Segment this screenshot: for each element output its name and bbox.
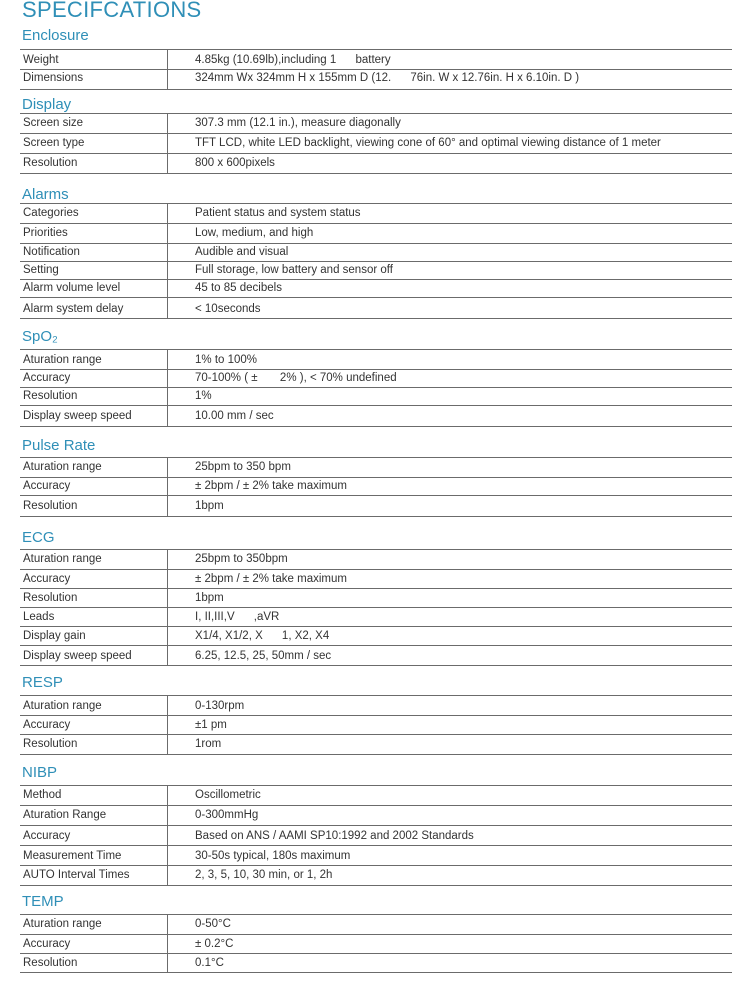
spec-value: 25bpm to 350 bpm bbox=[195, 461, 291, 473]
column-divider bbox=[167, 914, 168, 972]
table-rule bbox=[20, 569, 732, 570]
spec-value: 0-300mmHg bbox=[195, 809, 259, 821]
spec-value: Based on ANS / AAMI SP10:1992 and 2002 Standards bbox=[195, 830, 474, 842]
spec-label: Resolution bbox=[23, 500, 78, 512]
table-rule bbox=[20, 387, 732, 388]
spec-value: 6.25, 12.5, 25, 50mm / sec bbox=[195, 650, 332, 662]
spec-label: Aturation Range bbox=[23, 809, 107, 821]
spec-label: Alarm system delay bbox=[23, 303, 124, 315]
spec-value: Patient status and system status bbox=[195, 207, 361, 219]
spec-label: AUTO Interval Times bbox=[23, 869, 130, 881]
spec-value: 70-100% ( ± 2% ), < 70% undefined bbox=[195, 372, 397, 384]
spec-label: Resolution bbox=[23, 157, 78, 169]
spec-label: Resolution bbox=[23, 592, 78, 604]
spec-value: Low, medium, and high bbox=[195, 227, 314, 239]
spec-value: ± 2bpm / ± 2% take maximum bbox=[195, 573, 347, 585]
table-rule bbox=[20, 133, 732, 134]
spec-value: Full storage, low battery and sensor off bbox=[195, 264, 393, 276]
table-rule bbox=[20, 203, 732, 204]
spec-label: Accuracy bbox=[23, 830, 71, 842]
spec-label: Aturation range bbox=[23, 354, 102, 366]
table-rule bbox=[20, 549, 732, 550]
spec-value: 1% bbox=[195, 390, 212, 402]
section-heading: Enclosure bbox=[22, 27, 89, 44]
table-rule bbox=[20, 805, 732, 806]
spec-value: 307.3 mm (12.1 in.), measure diagonally bbox=[195, 117, 401, 129]
column-divider bbox=[167, 785, 168, 885]
spec-value: I, II,III,V ,aVR bbox=[195, 611, 280, 623]
spec-value: Oscillometric bbox=[195, 789, 261, 801]
spec-label: Categories bbox=[23, 207, 79, 219]
spec-label: Display sweep speed bbox=[23, 410, 132, 422]
spec-value: 324mm Wx 324mm H x 155mm D (12. 76in. W x 12.76in. H x 6.10in. D ) bbox=[195, 72, 580, 84]
table-rule bbox=[20, 934, 732, 935]
spec-value: ± 2bpm / ± 2% take maximum bbox=[195, 480, 347, 492]
section-heading: TEMP bbox=[22, 893, 64, 910]
spec-label: Aturation range bbox=[23, 700, 102, 712]
spec-label: Display gain bbox=[23, 630, 86, 642]
table-rule bbox=[20, 588, 732, 589]
column-divider bbox=[167, 457, 168, 516]
section-heading: RESP bbox=[22, 674, 63, 691]
spec-value: 1bpm bbox=[195, 500, 224, 512]
table-rule bbox=[20, 173, 732, 174]
spec-value: X1/4, X1/2, X 1, X2, X4 bbox=[195, 630, 330, 642]
table-rule bbox=[20, 607, 732, 608]
section-heading: Display bbox=[22, 96, 72, 113]
section-heading: Alarms bbox=[22, 186, 69, 203]
spec-value: 0-50°C bbox=[195, 918, 231, 930]
table-rule bbox=[20, 665, 732, 666]
column-divider bbox=[167, 203, 168, 318]
spec-value: TFT LCD, white LED backlight, viewing cone of 60° and optimal viewing distance of 1 meter bbox=[195, 137, 661, 149]
table-rule bbox=[20, 349, 732, 350]
section-heading: ECG bbox=[22, 529, 55, 546]
spec-label: Accuracy bbox=[23, 719, 71, 731]
column-divider bbox=[167, 695, 168, 754]
table-rule bbox=[20, 785, 732, 786]
table-rule bbox=[20, 626, 732, 627]
spec-value: 1rom bbox=[195, 738, 222, 750]
spec-value: ± 0.2°C bbox=[195, 938, 234, 950]
table-rule bbox=[20, 645, 732, 646]
section-heading: SpO₂ bbox=[22, 328, 58, 345]
table-rule bbox=[20, 865, 732, 866]
table-rule bbox=[20, 426, 732, 427]
spec-label: Screen size bbox=[23, 117, 84, 129]
spec-value: 25bpm to 350bpm bbox=[195, 553, 288, 565]
spec-value: 1bpm bbox=[195, 592, 224, 604]
table-rule bbox=[20, 89, 732, 90]
spec-value: 4.85kg (10.69lb),including 1 battery bbox=[195, 54, 391, 66]
spec-label: Notification bbox=[23, 246, 80, 258]
spec-value: 0-130rpm bbox=[195, 700, 245, 712]
table-rule bbox=[20, 695, 732, 696]
spec-label: Method bbox=[23, 789, 62, 801]
table-rule bbox=[20, 754, 732, 755]
table-rule bbox=[20, 261, 732, 262]
table-rule bbox=[20, 885, 732, 886]
table-rule bbox=[20, 153, 732, 154]
table-rule bbox=[20, 972, 732, 973]
spec-value: < 10seconds bbox=[195, 303, 261, 315]
spec-value: Audible and visual bbox=[195, 246, 289, 258]
table-rule bbox=[20, 405, 732, 406]
table-rule bbox=[20, 477, 732, 478]
table-rule bbox=[20, 318, 732, 319]
column-divider bbox=[167, 49, 168, 89]
table-rule bbox=[20, 69, 732, 70]
spec-label: Accuracy bbox=[23, 938, 71, 950]
spec-value: 10.00 mm / sec bbox=[195, 410, 274, 422]
spec-label: Setting bbox=[23, 264, 59, 276]
table-rule bbox=[20, 243, 732, 244]
spec-value: 800 x 600pixels bbox=[195, 157, 275, 169]
spec-label: Accuracy bbox=[23, 372, 71, 384]
table-rule bbox=[20, 734, 732, 735]
spec-value: 30-50s typical, 180s maximum bbox=[195, 850, 351, 862]
table-rule bbox=[20, 49, 732, 50]
spec-value: 0.1°C bbox=[195, 957, 224, 969]
table-rule bbox=[20, 825, 732, 826]
section-heading: NIBP bbox=[22, 764, 58, 781]
spec-value: 2, 3, 5, 10, 30 min, or 1, 2h bbox=[195, 869, 333, 881]
spec-label: Accuracy bbox=[23, 573, 71, 585]
page-title: SPECIFCATIONS bbox=[22, 0, 202, 22]
spec-label: Measurement Time bbox=[23, 850, 122, 862]
spec-label: Resolution bbox=[23, 957, 78, 969]
table-rule bbox=[20, 369, 732, 370]
spec-label: Screen type bbox=[23, 137, 85, 149]
table-rule bbox=[20, 495, 732, 496]
table-rule bbox=[20, 297, 732, 298]
table-rule bbox=[20, 113, 732, 114]
table-rule bbox=[20, 914, 732, 915]
spec-value: 1% to 100% bbox=[195, 354, 258, 366]
spec-label: Leads bbox=[23, 611, 55, 623]
spec-label: Resolution bbox=[23, 390, 78, 402]
spec-label: Dimensions bbox=[23, 72, 84, 84]
column-divider bbox=[167, 549, 168, 665]
spec-label: Display sweep speed bbox=[23, 650, 132, 662]
spec-label: Resolution bbox=[23, 738, 78, 750]
table-rule bbox=[20, 223, 732, 224]
spec-label: Aturation range bbox=[23, 461, 102, 473]
table-rule bbox=[20, 457, 732, 458]
spec-value: 45 to 85 decibels bbox=[195, 282, 282, 294]
table-rule bbox=[20, 516, 732, 517]
spec-label: Weight bbox=[23, 54, 59, 66]
spec-label: Accuracy bbox=[23, 480, 71, 492]
spec-label: Aturation range bbox=[23, 553, 102, 565]
table-rule bbox=[20, 845, 732, 846]
column-divider bbox=[167, 113, 168, 173]
spec-label: Alarm volume level bbox=[23, 282, 121, 294]
table-rule bbox=[20, 279, 732, 280]
spec-value: ±1 pm bbox=[195, 719, 227, 731]
section-heading: Pulse Rate bbox=[22, 437, 96, 454]
spec-label: Aturation range bbox=[23, 918, 102, 930]
table-rule bbox=[20, 953, 732, 954]
column-divider bbox=[167, 349, 168, 426]
spec-label: Priorities bbox=[23, 227, 68, 239]
table-rule bbox=[20, 715, 732, 716]
